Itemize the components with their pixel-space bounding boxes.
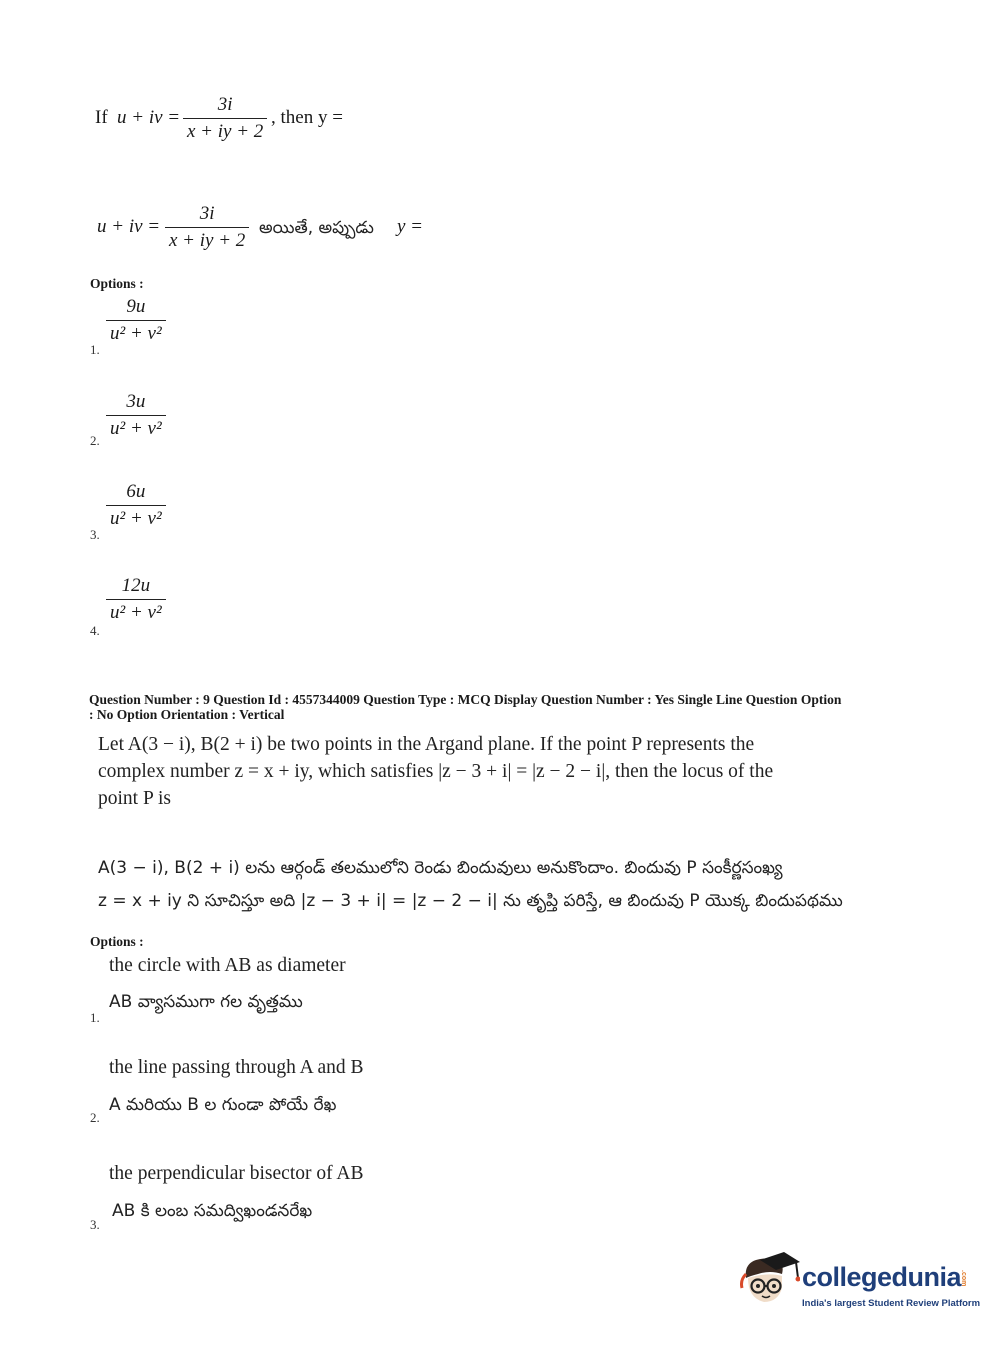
logo-tagline: India's largest Student Review Platform xyxy=(802,1298,981,1309)
collegedunia-logo[interactable] xyxy=(740,1248,981,1318)
q9-te-line-2: z = x + iy ని సూచిస్తూ అది |z − 3 + i| = |z − 2 − i| ను తృప్తి పరిస్తే, ఆ బిందువు P యొక్క బిందుపథము xyxy=(98,891,843,911)
q8-lhs: u + iv = xyxy=(117,107,181,128)
q8-telugu-question xyxy=(97,203,457,263)
q9-option-1[interactable]: the circle with AB as diameter AB వ్యాసముగా గల వృత్తము 1. xyxy=(90,955,346,1025)
q8-english-question xyxy=(95,94,395,154)
q8-te-fraction: 3i x + iy + 2 xyxy=(165,203,249,252)
q9-te-line-1: A(3 − i), B(2 + i) లను ఆర్గండ్ తలములోని రెండు బిందువులు అనుకొందాం. బిందువు P సంకీర్ణసంఖ్య xyxy=(98,858,783,878)
q8-te-rhs: y = xyxy=(397,216,424,237)
q9-en-line-3: point P is xyxy=(98,788,171,809)
q8-option-3[interactable]: 3. 6u u² + v² xyxy=(88,481,208,545)
q8-suffix: , then y = xyxy=(271,107,343,128)
q8-option-1[interactable]: 1. 9u u² + v² xyxy=(88,296,208,360)
q9-english-question xyxy=(98,731,898,812)
q9-en-line-2: complex number z = x + iy, which satisfies |z − 3 + i| = |z − 2 − i|, then the locus of the xyxy=(98,761,774,782)
q9-meta-line1: Question Number : 9 Question Id : 4557344009 Question Type : MCQ Display Question Number : Yes Single Line Question Option xyxy=(89,692,842,707)
mascot-icon xyxy=(740,1248,800,1310)
logo-suffix: .com xyxy=(960,1270,967,1287)
q9-option-2[interactable]: the line passing through A and B A మరియు B ల గుండా పోయే రేఖ 2. xyxy=(90,1057,364,1125)
q9-telugu-question xyxy=(98,852,898,918)
q8-prefix: If xyxy=(95,107,108,128)
q8-te-text: అయితే, అప్పుడు xyxy=(259,218,374,238)
q8-fraction: 3i x + iy + 2 xyxy=(183,94,267,143)
q9-option-3[interactable]: the perpendicular bisector of AB AB కి లంబ సమద్విఖండనరేఖ 3. xyxy=(90,1163,364,1232)
q9-options-label: Options : xyxy=(90,934,144,949)
q8-option-2[interactable]: 2. 3u u² + v² xyxy=(88,391,208,455)
q8-te-lhs: u + iv = xyxy=(97,216,161,237)
logo-wordmark: collegedunia xyxy=(802,1262,962,1292)
q9-en-line-1: Let A(3 − i), B(2 + i) be two points in the Argand plane. If the point P represents the xyxy=(98,734,755,755)
q8-options-label: Options : xyxy=(90,276,144,291)
q9-meta-line2: : No Option Orientation : Vertical xyxy=(89,707,285,722)
q8-option-4[interactable]: 4. 12u u² + v² xyxy=(88,575,208,639)
